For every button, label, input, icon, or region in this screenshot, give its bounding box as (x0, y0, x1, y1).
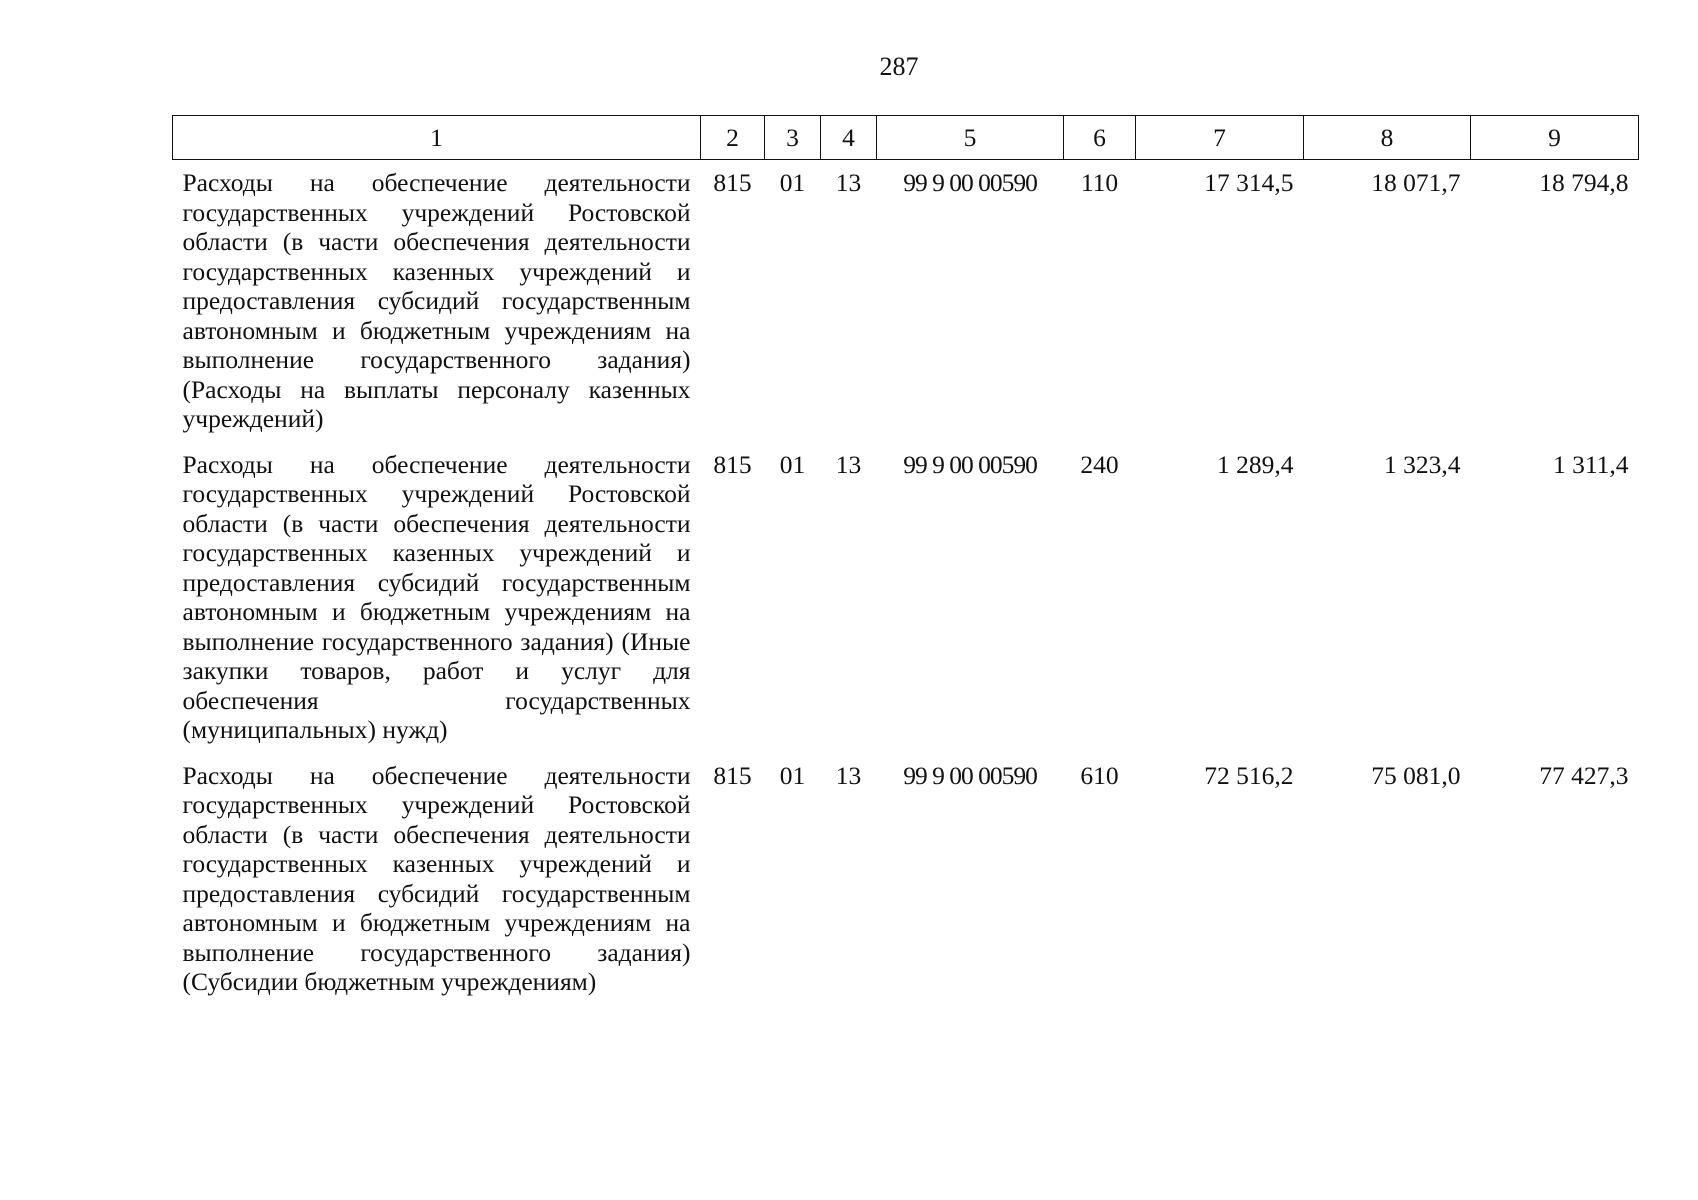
ministry-code: 815 (713, 168, 752, 197)
expense-type-code: 240 (1080, 449, 1119, 479)
ministry-code: 815 (713, 760, 752, 790)
column-header: 3 (765, 116, 821, 160)
amount-cell: 1 323,4 (1384, 449, 1461, 479)
row-description: Расходы на обеспечение деятельности государственных учреждений Ростовской области (в части обеспечения деятельности государственных казенных учреждений и предоставления субсидий государственным автономным и бюджетным учреждениям на выполнение государственного задания) (Расходы на выплаты персоналу казенных учреждений) (182, 168, 691, 433)
column-header: 2 (701, 116, 765, 160)
column-header: 9 (1471, 116, 1639, 160)
table-row (173, 442, 1639, 753)
table-row (173, 160, 1639, 442)
expense-type-code: 110 (1080, 168, 1119, 197)
column-header: 5 (877, 116, 1064, 160)
row-description: Расходы на обеспечение деятельности государственных учреждений Ростовской области (в части обеспечения деятельности государственных казенных учреждений и предоставления субсидий государственным автономным и бюджетным учреждениям на выполнение государственного задания) (Субсидии бюджетным учреждениям) (182, 760, 691, 996)
ministry-code: 815 (713, 449, 752, 479)
amount-cell: 72 516,2 (1204, 760, 1294, 790)
column-header: 1 (173, 116, 701, 160)
amount-cell: 18 794,8 (1539, 168, 1629, 197)
table-row (173, 753, 1639, 1005)
target-item-code: 99 9 00 00590 (903, 760, 1037, 790)
budget-table (172, 115, 1639, 1005)
amount-cell: 18 071,7 (1371, 168, 1461, 197)
amount-cell: 1 289,4 (1217, 449, 1294, 479)
amount-cell: 75 081,0 (1371, 760, 1461, 790)
section-code: 01 (779, 760, 806, 790)
column-header: 7 (1136, 116, 1304, 160)
section-code: 01 (779, 168, 806, 197)
target-item-code: 99 9 00 00590 (903, 168, 1037, 197)
subsection-code: 13 (835, 449, 862, 479)
column-header: 4 (821, 116, 877, 160)
amount-cell: 1 311,4 (1552, 449, 1629, 479)
target-item-code: 99 9 00 00590 (903, 449, 1037, 479)
row-description: Расходы на обеспечение деятельности государственных учреждений Ростовской области (в части обеспечения деятельности государственных казенных учреждений и предоставления субсидий государственным автономным и бюджетным учреждениям на выполнение государственного задания) (Иные закупки товаров, работ и услуг для обеспечения государственных (муниципальных) нужд) (182, 449, 691, 744)
column-header: 8 (1304, 116, 1471, 160)
expense-type-code: 610 (1080, 760, 1119, 790)
subsection-code: 13 (835, 168, 862, 197)
page-number: 287 (879, 52, 919, 81)
column-header: 6 (1064, 116, 1136, 160)
table-header-row (173, 116, 1639, 160)
amount-cell: 17 314,5 (1204, 168, 1294, 197)
section-code: 01 (779, 449, 806, 479)
subsection-code: 13 (835, 760, 862, 790)
amount-cell: 77 427,3 (1539, 760, 1629, 790)
